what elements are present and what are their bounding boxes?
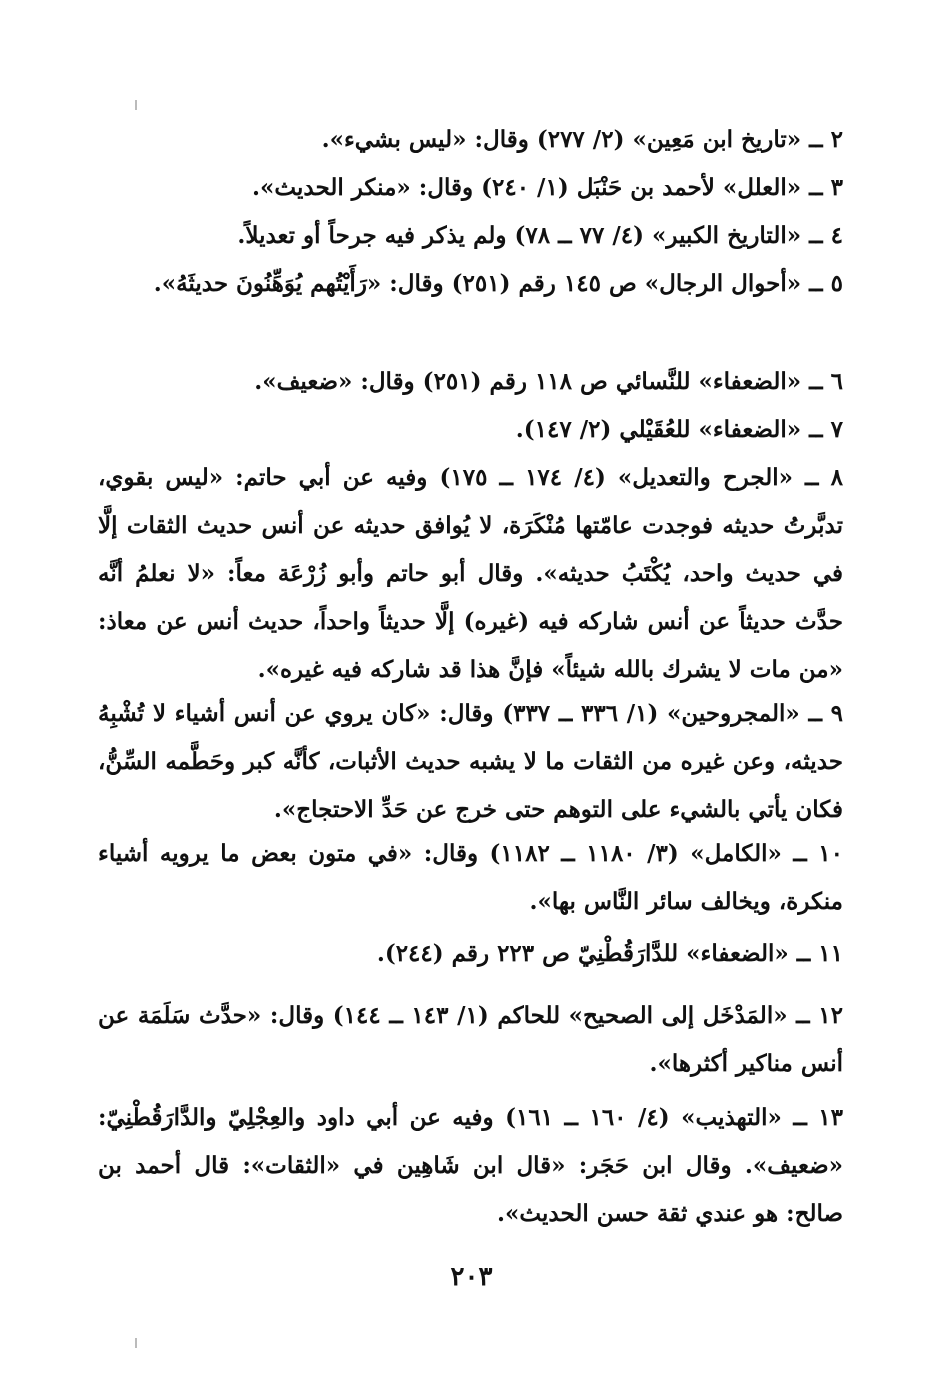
footnote-13: ١٣ ــ «التهذيب» (٤/ ١٦٠ ــ ١٦١) وفيه عن أبي داود والعِجْلِيّ والدَّارَقُطْنِيّ: «ضعيف». وقال ابن حَجَر: «قال ابن شَاهِين في «الثقات»: قال أحمد بن صالح: هو عندي ثقة حسن الحديث». bbox=[98, 1104, 843, 1227]
footnote-9: ٩ ــ «المجروحين» (١/ ٣٣٦ ــ ٣٣٧) وقال: «كان يروي عن أنس أشياء لا تُشْبِهُ حديثه، وعن غيره من الثقات ما لا يشبه حديث الأثبات، كأنَّه كبر وحَطَّمه السِّنُّ، فكان يأتي بالشيء على التوهم حتى خرج عن حَدِّ الاحتجاج». bbox=[98, 700, 843, 823]
scan-speck bbox=[135, 100, 137, 110]
footnote-6: ٦ ــ «الضعفاء» للنَّسائي ص ١١٨ رقم (٢٥١) وقال: «ضعيف». bbox=[254, 368, 843, 395]
footnote-3: ٣ ــ «العلل» لأحمد بن حَنْبَل (١/ ٢٤٠) وقال: «منكر الحديث». bbox=[252, 174, 843, 201]
footnote-4: ٤ ــ «التاريخ الكبير» (٤/ ٧٧ ــ ٧٨) ولم يذكر فيه جرحاً أو تعديلاً. bbox=[237, 222, 843, 249]
footnote-10: ١٠ ــ «الكامل» (٣/ ١١٨٠ ــ ١١٨٢) وقال: «في متون بعض ما يرويه أشياء منكرة، ويخالف سائر النَّاس بها». bbox=[98, 840, 843, 915]
footnote-8: ٨ ــ «الجرح والتعديل» (٤/ ١٧٤ ــ ١٧٥) وفيه عن أبي حاتم: «ليس بقوي، تدبَّرتُ حديثه فوجدت عامّتها مُنْكَرَة، لا يُوافق حديثه عن أنس حديث الثقات إلَّا في حديث واحد، يُكْتَبُ حديثه». وقال أبو حاتم وأبو زُرْعَة معاً: «لا نعلمُ أنَّه حدَّث حديثاً عن أنس شاركه فيه (غيره) إلَّا حديثاً واحداً، حديث أنس عن معاذ: «من مات لا يشرك بالله شيئاً» فإنَّ هذا قد شاركه فيه غيره». bbox=[98, 464, 843, 683]
scan-speck bbox=[135, 1338, 137, 1348]
footnote-7: ٧ ــ «الضعفاء» للعُقَيْلي (٢/ ١٤٧). bbox=[515, 416, 843, 443]
footnote-5: ٥ ــ «أحوال الرجال» ص ١٤٥ رقم (٢٥١) وقال: «رَأَيْتُهم يُوَهِّنُونَ حديثَهُ». bbox=[153, 270, 843, 297]
footnote-11: ١١ ــ «الضعفاء» للدَّارَقُطْنِيّ ص ٢٢٣ رقم (٢٤٤). bbox=[376, 940, 843, 967]
page-number: ٢٠٣ bbox=[450, 1262, 493, 1292]
footnote-12: ١٢ ــ «المَدْخَل إلى الصحيح» للحاكم (١/ ١٤٣ ــ ١٤٤) وقال: «حدَّث سَلَمَة عن أنس مناكير أكثرها». bbox=[98, 1002, 843, 1077]
footnote-2: ٢ ــ «تاريخ ابن مَعِين» (٢/ ٢٧٧) وقال: «ليس بشيء». bbox=[321, 126, 843, 153]
